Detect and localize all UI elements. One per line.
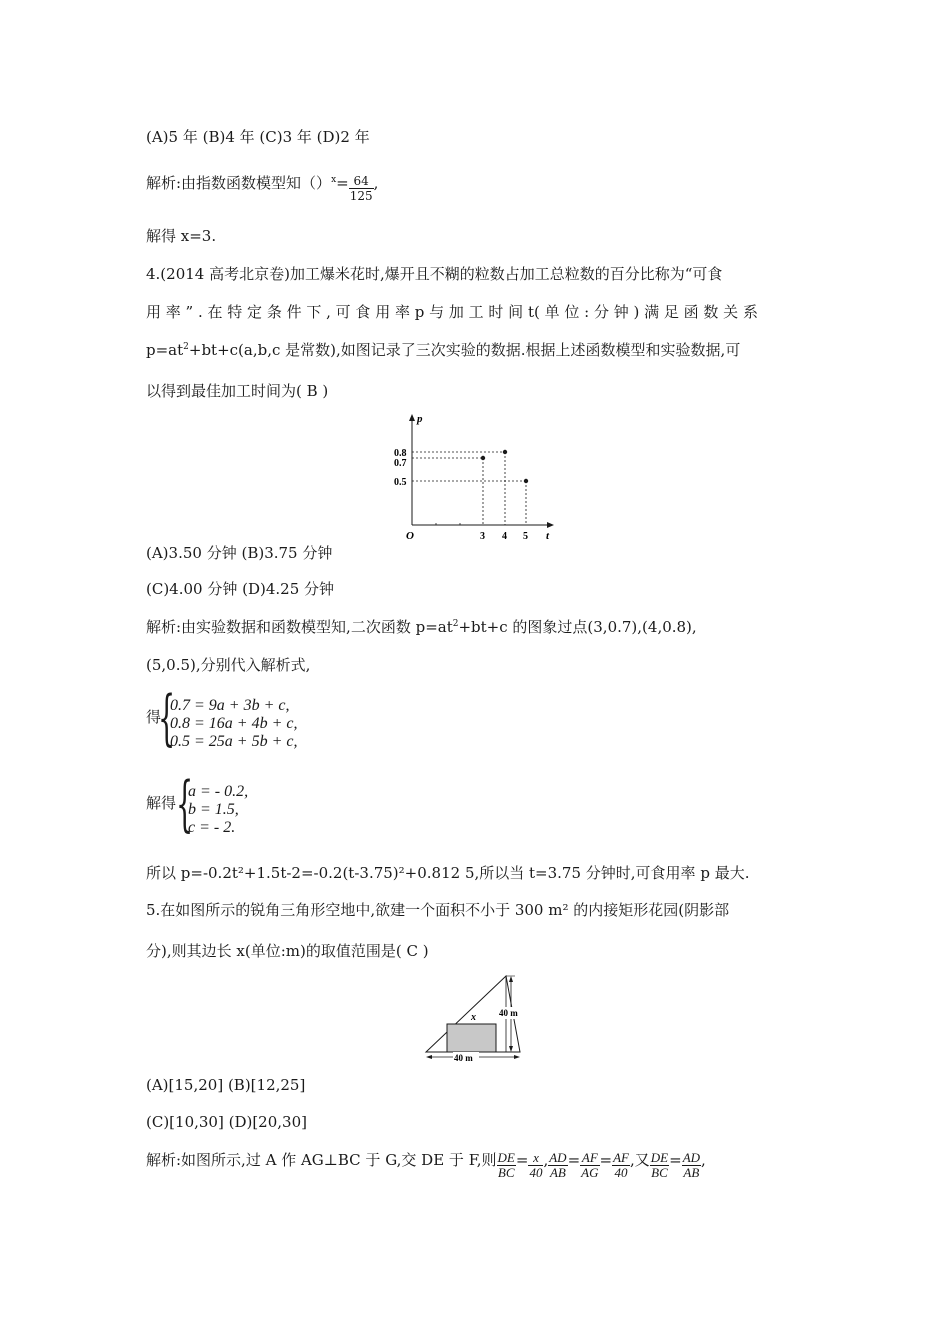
q4-analysis-line1: 解析:由实验数据和函数模型知,二次函数 $p=at^2+bt+c$ 的图象过点(3,0.7),(4,0.8), (146, 618, 697, 636)
q5-options-ab: (A)[15,20] (B)[12,25] (146, 1076, 306, 1094)
q4-point-4 (503, 450, 507, 454)
q3-fraction: $\frac{64}{125}$ (349, 174, 373, 203)
q4-eq2: 0.8 = 16a + 4b + c, (170, 715, 298, 732)
q4-stem-line3: $p=at^2+bt+c(a,b,c$ 是常数),如图记录了三次实验的数据.根据上述函数模型和实验数据,可 (146, 341, 741, 359)
q5-rectangle (447, 1024, 496, 1052)
q3-analysis: 解析:由指数函数模型知（）$^x$= $\frac{64}{125}$ , (146, 174, 379, 203)
q4-equations (170, 697, 298, 751)
q4-get-label: 得 (146, 708, 162, 726)
q5-x-label: x (471, 1012, 476, 1023)
q4-solution (188, 783, 248, 837)
q5-figure (420, 970, 530, 1066)
q4-ytick-05: 0.5 (394, 477, 407, 488)
q4-brace-2: { (176, 769, 194, 839)
q4-sol3: c = - 2. (188, 819, 236, 836)
q3-options: (A)5 年 (B)4 年 (C)3 年 (D)2 年 (146, 128, 370, 146)
q5-frac-ad-ab: $\frac{AD}{AB}$ (549, 1150, 567, 1180)
q3-result: 解得 x=3. (146, 227, 217, 245)
q4-stem-line4: 以得到最佳加工时间为( B ) (146, 382, 329, 400)
q4-analysis-line2: (5,0.5),分别代入解析式, (146, 656, 311, 674)
q4-stem-line2: 用 率 ” . 在 特 定 条 件 下 , 可 食 用 率 p 与 加 工 时 间 t( 单 位 : 分 钟 ) 满 足 函 数 关 系 (146, 303, 758, 321)
q3-analysis-text: 解析:由指数函数模型知（） (146, 174, 332, 192)
q4-sol1: a = - 0.2, (188, 783, 249, 800)
q5-frac-af-40: $\frac{AF}{40}$ (613, 1150, 629, 1180)
q4-y-label: p (417, 413, 423, 425)
q5-frac-de-bc-2: $\frac{DE}{BC}$ (650, 1150, 669, 1180)
q4-conclusion: 所以 p=-0.2t²+1.5t-2=-0.2(t-3.75)²+0.812 5,所以当 t=3.75 分钟时,可食用率 p 最大. (146, 864, 750, 882)
q4-eq1: 0.7 = 9a + 3b + c, (170, 697, 290, 714)
q5-analysis: 解析:如图所示,过 A 作 AG⊥BC 于 G,交 DE 于 F,则 $\frac{DE}{BC}$ = $\frac{x}{40}$ , $\frac{AD}{AB}$ = $\frac{AF}{AG}$ = $\frac{AF}{40}$ ,又 $\frac{DE}{BC}$ = $\frac{AD}{AB}$ , (146, 1150, 706, 1180)
q5-frac-x-40: $\frac{x}{40}$ (529, 1150, 543, 1180)
q5-height-label: 40 m (499, 1008, 518, 1018)
q4-eq3: 0.5 = 25a + 5b + c, (170, 733, 298, 750)
q5-frac-de-bc: $\frac{DE}{BC}$ (497, 1150, 515, 1180)
q4-options-ab: (A)3.50 分钟 (B)3.75 分钟 (146, 544, 333, 562)
q5-options-cd: (C)[10,30] (D)[20,30] (146, 1113, 307, 1131)
q4-stem-line1: 4.(2014 高考北京卷)加工爆米花时,爆开且不糊的粒数占加工总粒数的百分比称为“可食 (146, 265, 723, 283)
q5-frac-ad-ab-2: $\frac{AD}{AB}$ (682, 1150, 701, 1180)
q4-chart (390, 412, 565, 542)
q4-brace: { (158, 683, 176, 753)
q4-origin: O (406, 530, 414, 542)
q4-ytick-08: 0.8 (394, 448, 407, 459)
q4-ytick-07: 0.7 (394, 458, 407, 469)
q5-stem-line1: 5.在如图所示的锐角三角形空地中,欲建一个面积不小于 300 m² 的内接矩形花园(阴影部 (146, 901, 730, 919)
q5-base-label: 40 m (454, 1053, 473, 1063)
q4-options-cd: (C)4.00 分钟 (D)4.25 分钟 (146, 580, 335, 598)
q4-xtick-5: 5 (523, 531, 528, 542)
q4-sol2: b = 1.5, (188, 801, 239, 818)
q4-point-5 (524, 479, 528, 483)
q4-xtick-4: 4 (502, 531, 507, 542)
q4-x-label: t (546, 530, 550, 542)
q5-stem-line2: 分),则其边长 x(单位:m)的取值范围是( C ) (146, 942, 429, 960)
q4-xtick-3: 3 (480, 531, 485, 542)
q4-point-3 (481, 456, 485, 460)
q4-solve-label: 解得 (146, 794, 177, 812)
q5-frac-af-ag: $\frac{AF}{AG}$ (581, 1150, 599, 1180)
